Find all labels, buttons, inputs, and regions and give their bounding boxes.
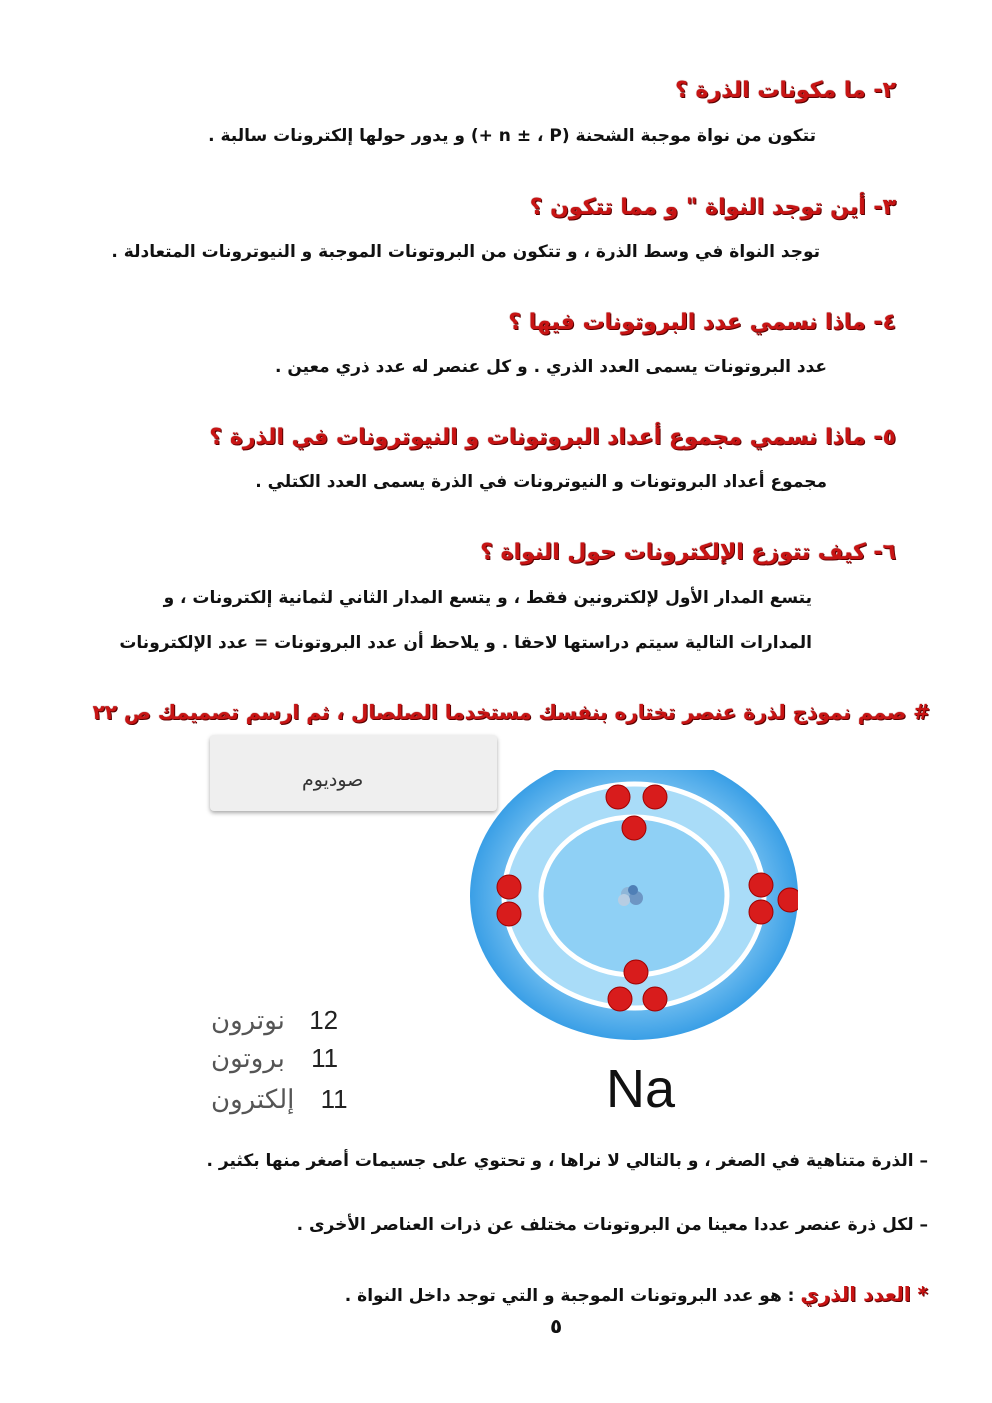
electron [608, 987, 632, 1011]
element-name: صوديوم [302, 769, 364, 791]
electron [643, 987, 667, 1011]
neutron-count-row [205, 1005, 338, 1036]
proton-count: 11 [311, 1043, 339, 1073]
answer-6-line-1: يتسع المدار الأول لإلكترونين فقط ، و يتسع المدار الثاني لثمانية إلكترونات ، و [163, 588, 812, 608]
page-number: ٥ [550, 1314, 563, 1338]
question-2: ٢- ما مكونات الذرة ؟ [675, 78, 896, 103]
electron [622, 816, 646, 840]
sodium-atom-diagram [468, 770, 798, 1050]
electron [497, 902, 521, 926]
design-task: # صمم نموذج لذرة عنصر تختاره بنفسك مستخدما الصلصال ، ثم ارسم تصميمك ص ٢٢ [92, 700, 930, 724]
electron-label: إلكترون [211, 1084, 295, 1114]
question-6: ٦- كيف تتوزع الإلكترونات حول النواة ؟ [480, 540, 896, 565]
answer-3: توجد النواة في وسط الذرة ، و تتكون من البروتونات الموجبة و النيوترونات المتعادلة . [111, 242, 820, 262]
neutron-count: 12 [309, 1005, 339, 1035]
electron [749, 900, 773, 924]
electron [778, 888, 798, 912]
question-5: ٥- ماذا نسمي مجموع أعداد البروتونات و النيوترونات في الذرة ؟ [209, 425, 896, 450]
electron-count: 11 [320, 1084, 348, 1114]
answer-5: مجموع أعداد البروتونات و النيوترونات في الذرة يسمى العدد الكتلي . [255, 472, 827, 492]
question-4: ٤- ماذا نسمي عدد البروتونات فيها ؟ [508, 310, 896, 335]
electron-count-row [205, 1084, 348, 1115]
element-name-box [210, 735, 497, 811]
electron [643, 785, 667, 809]
proton-count-row [205, 1043, 338, 1074]
definition-term: * العدد الذري [800, 1282, 928, 1306]
element-symbol: Na [606, 1059, 676, 1119]
electron [624, 960, 648, 984]
neutron-label: نوترون [211, 1005, 285, 1035]
answer-4: عدد البروتونات يسمى العدد الذري . و كل عنصر له عدد ذري معين . [274, 357, 827, 377]
definition-text: : هو عدد البروتونات الموجبة و التي توجد داخل النواة . [344, 1286, 801, 1306]
electron [497, 875, 521, 899]
proton-label: بروتون [211, 1043, 285, 1073]
answer-2: تتكون من نواة موجبة الشحنة (n ± ، P +) و يدور حولها إلكترونات سالبة . [208, 126, 816, 146]
electron [749, 873, 773, 897]
electron [606, 785, 630, 809]
answer-6-line-2: المدارات التالية سيتم دراستها لاحقا . و يلاحظ أن عدد البروتونات = عدد الإلكترونات [119, 633, 812, 653]
question-3: ٣- أين توجد النواة " و مما تتكون ؟ [529, 195, 896, 220]
note-1: – الذرة متناهية في الصغر ، و بالتالي لا نراها ، و تحتوي على جسيمات أصغر منها بكثير . [206, 1151, 928, 1171]
note-2: – لكل ذرة عنصر عددا معينا من البروتونات مختلف عن ذرات العناصر الأخرى . [296, 1215, 928, 1235]
atomic-number-definition [345, 1282, 928, 1306]
